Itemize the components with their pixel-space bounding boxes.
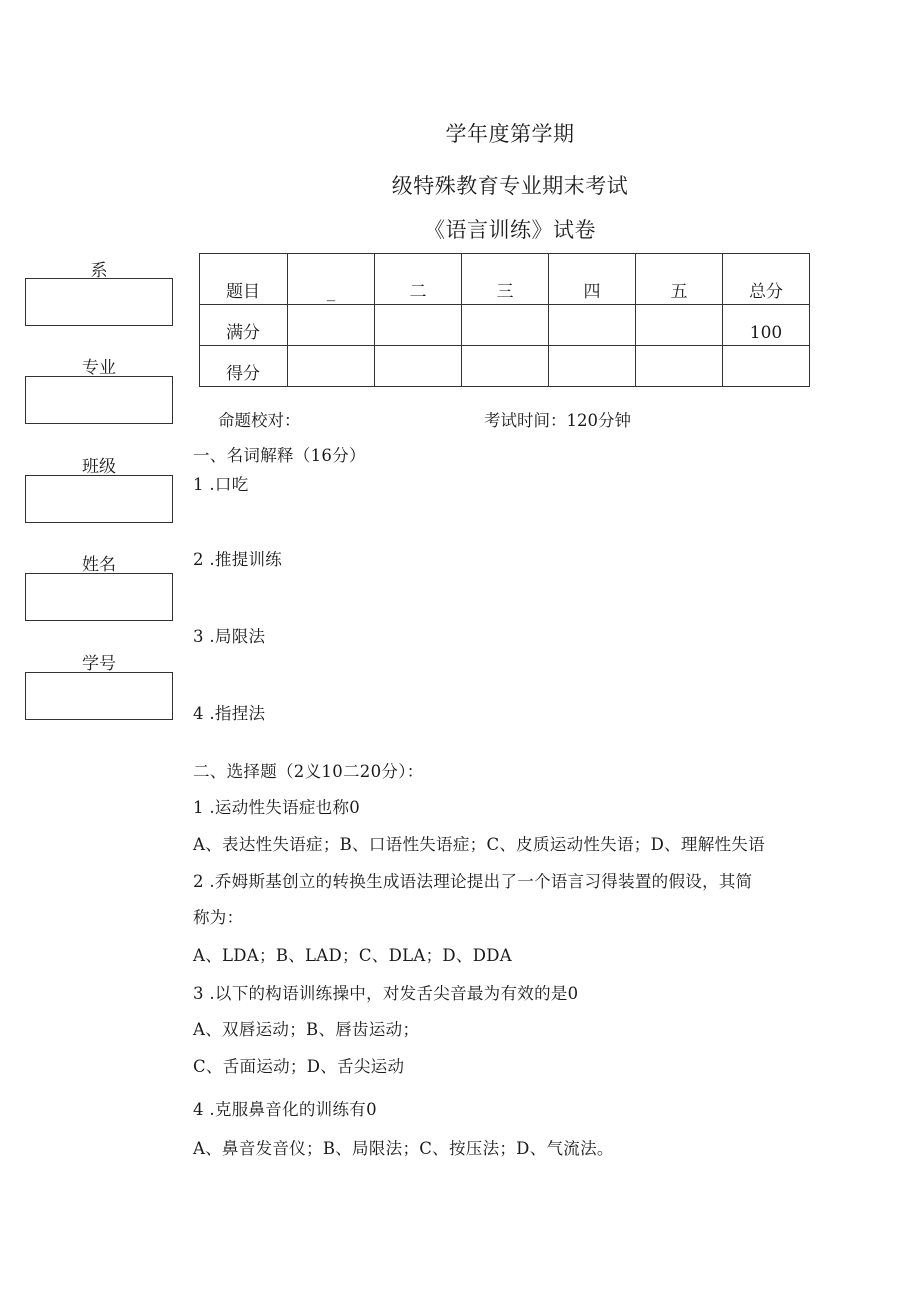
exam-title-term: 学年度第学期 xyxy=(445,122,575,146)
score-total-cell[interactable] xyxy=(723,346,810,387)
question-3-options-b: C、舌面运动；D、舌尖运动 xyxy=(193,1057,405,1076)
section1-item: 1 .口吃 xyxy=(193,475,249,494)
name-field[interactable] xyxy=(25,573,173,621)
question-2-options: A、LDA；B、LAD；C、DLA；D、DDA xyxy=(193,946,512,965)
header-cell-part-3: 三 xyxy=(462,254,549,305)
exam-title-course-level: 级特殊教育专业期末考试 xyxy=(391,174,629,198)
question-1-options: A、表达性失语症；B、口语性失语症；C、皮质运动性失语；D、理解性失语 xyxy=(193,835,765,854)
header-cell-question: 题目 xyxy=(200,254,288,305)
proofread-label: 命题校对： xyxy=(218,411,301,430)
header-cell-part-1: _ xyxy=(288,254,375,305)
score-cell[interactable] xyxy=(549,346,636,387)
score-cell[interactable] xyxy=(462,346,549,387)
score-cell[interactable] xyxy=(288,346,375,387)
full-marks-row xyxy=(200,305,810,346)
full-marks-cell xyxy=(549,305,636,346)
full-marks-label: 满分 xyxy=(200,305,288,346)
major-field[interactable] xyxy=(25,376,173,424)
question-3-options-a: A、双唇运动；B、唇齿运动； xyxy=(193,1020,420,1039)
score-row xyxy=(200,346,810,387)
section1-item: 4 .指捏法 xyxy=(193,704,266,723)
class-label: 班级 xyxy=(82,457,116,477)
department-label: 系 xyxy=(90,261,108,281)
full-marks-cell xyxy=(462,305,549,346)
question-2-continued: 称为： xyxy=(193,908,244,927)
full-marks-total: 100 xyxy=(723,305,810,346)
student-id-field[interactable] xyxy=(25,672,173,720)
score-cell[interactable] xyxy=(636,346,723,387)
header-cell-total: 总分 xyxy=(723,254,810,305)
exam-time: 考试时间：120分钟 xyxy=(484,411,631,430)
section1-heading: 一、名词解释（16分） xyxy=(193,446,366,465)
section1-item: 2 .推提训练 xyxy=(193,550,283,569)
question-3: 3 .以下的构语训练操中，对发舌尖音最为有效的是0 xyxy=(193,984,579,1003)
score-label: 得分 xyxy=(200,346,288,387)
score-table-header-row xyxy=(200,254,810,305)
full-marks-cell xyxy=(636,305,723,346)
score-table xyxy=(199,253,810,387)
header-cell-part-5: 五 xyxy=(636,254,723,305)
question-1: 1 .运动性失语症也称0 xyxy=(193,798,361,817)
exam-title-paper: 《语言训练》试卷 xyxy=(424,218,596,242)
name-label: 姓名 xyxy=(82,555,116,575)
full-marks-cell xyxy=(375,305,462,346)
section1-item: 3 .局限法 xyxy=(193,627,266,646)
question-4-options: A、鼻音发音仪；B、局限法；C、按压法；D、气流法。 xyxy=(193,1139,614,1158)
question-2: 2 .乔姆斯基创立的转换生成语法理论提出了一个语言习得装置的假设，其简 xyxy=(193,872,753,891)
department-field[interactable] xyxy=(25,278,173,326)
question-4: 4 .克服鼻音化的训练有0 xyxy=(193,1100,377,1119)
full-marks-cell xyxy=(288,305,375,346)
score-cell[interactable] xyxy=(375,346,462,387)
header-cell-part-2: 二 xyxy=(375,254,462,305)
major-label: 专业 xyxy=(82,358,116,378)
section2-heading: 二、选择题（2义10二20分）： xyxy=(193,762,424,781)
header-cell-part-4: 四 xyxy=(549,254,636,305)
class-field[interactable] xyxy=(25,475,173,523)
student-id-label: 学号 xyxy=(82,654,116,674)
